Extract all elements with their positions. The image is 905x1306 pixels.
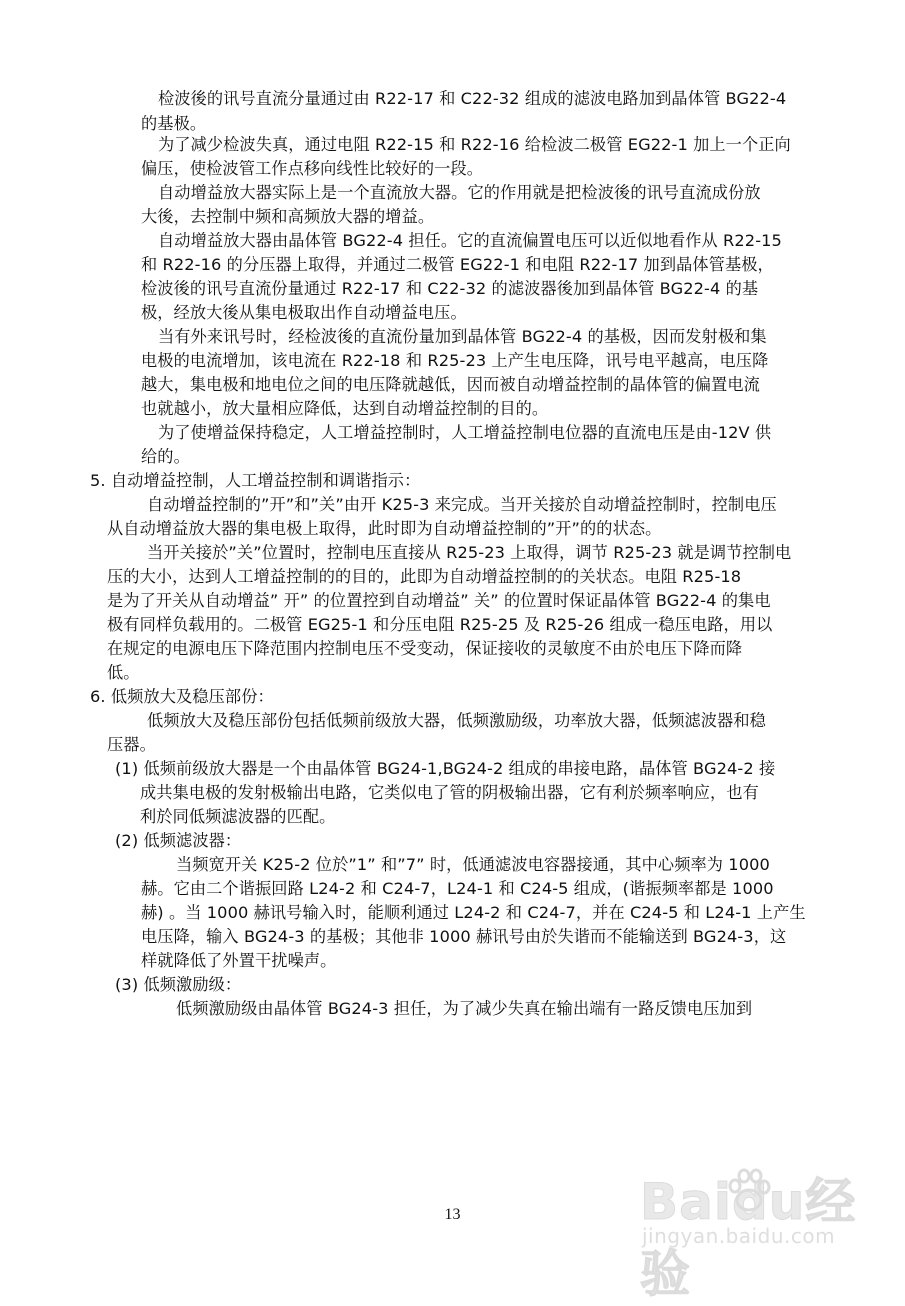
text-line: 当频宽开关 K25-2 位於”1” 和”7” 时，低通滤波电容器接通，其中心频率为 1000 (176, 855, 770, 874)
text-line: 压的大小，达到人工增益控制的的目的，此即为自动增益控制的的关状态。电阻 R25-18 (107, 567, 742, 586)
text-line: 和 R22-16 的分压器上取得，并通过二极管 EG22-1 和电阻 R22-17 加到晶体管基极， (141, 255, 774, 274)
text-line: 从自动增益放大器的集电极上取得，此时即为自动增益控制的”开”的的状态。 (107, 519, 662, 538)
text-line: 的基极。 (141, 114, 207, 133)
text-line: 样就降低了外置干扰噪声。 (141, 951, 337, 970)
section-heading: 6. 低频放大及稳压部份： (90, 687, 274, 706)
text-line: 是为了开关从自动增益” 开” 的位置控到自动增益” 关” 的位置时保证晶体管 BG22-4 的集电 (107, 591, 771, 610)
text-line: 检波後的讯号直流份量通过 R22-17 和 C22-32 的滤波器後加到晶体管 BG22-4 的基 (141, 279, 759, 298)
paw-icon (726, 1166, 772, 1216)
text-line: 在规定的电源电压下降范围内控制电压不受变动，保证接收的灵敏度不由於电压下降而降 (107, 639, 743, 658)
text-line: 自动增益放大器由晶体管 BG22-4 担任。它的直流偏置电压可以近似地看作从 R22-15 (158, 231, 782, 250)
text-line: 赫) 。当 1000 赫讯号输入时，能顺利通过 L24-2 和 C24-7，并在 C24-5 和 L24-1 上产生 (141, 903, 806, 922)
text-line: 极有同样负载用的。二极管 EG25-1 和分压电阻 R25-25 及 R25-26 组成一稳压电路，用以 (107, 615, 773, 634)
text-line: 为了使增益保持稳定，人工增益控制时，人工增益控制电位器的直流电压是由-12V 供 (158, 423, 772, 442)
text-line: 给的。 (141, 447, 190, 466)
text-line: 低频放大及稳压部份包括低频前级放大器，低频激励级，功率放大器，低频滤波器和稳 (147, 711, 766, 730)
baidu-jingyan-watermark (640, 1160, 890, 1303)
text-line: 低频激励级由晶体管 BG24-3 担任，为了减少失真在输出端有一路反馈电压加到 (176, 999, 753, 1018)
list-item: (2) 低频滤波器： (115, 831, 242, 850)
watermark-brand: Baidu经验 (640, 1173, 857, 1303)
text-line: 自动增益控制的”开”和”关”由开 K25-3 来完成。当开关接於自动增益控制时，控制电压 (147, 495, 777, 514)
text-line: 成共集电极的发射极输出电路，它类似电了管的阴极输出器，它有利於频率响应，也有 (140, 783, 759, 802)
text-line: 偏压，使检波管工作点移向线性比较好的一段。 (141, 159, 484, 178)
text-line: 电压降，输入 BG24-3 的基极；其他非 1000 赫讯号由於失谐而不能输送到 BG24-3，这 (141, 927, 787, 946)
text-line: 自动增益放大器实际上是一个直流放大器。它的作用就是把检波後的讯号直流成份放 (158, 183, 761, 202)
list-item: (3) 低频激励级： (115, 975, 242, 994)
watermark-url: jingyan.baidu.com (642, 1224, 836, 1248)
text-line: 极，经放大後从集电极取出作自动增益电压。 (141, 303, 467, 322)
text-line: 检波後的讯号直流分量通过由 R22-17 和 C22-32 组成的滤波电路加到晶体管 BG22-4 (158, 89, 787, 108)
text-line: 电极的电流增加，该电流在 R22-18 和 R25-23 上产生电压降，讯号电平越高，电压降 (141, 351, 769, 370)
text-line: 利於同低频滤波器的匹配。 (140, 807, 336, 826)
text-line: 越大，集电极和地电位之间的电压降就越低，因而被自动增益控制的晶体管的偏置电流 (141, 375, 760, 394)
section-heading: 5. 自动增益控制，人工增益控制和调谐指示： (90, 471, 421, 490)
text-line: 也就越小，放大量相应降低，达到自动增益控制的目的。 (141, 399, 549, 418)
text-line: 赫。它由二个谐振回路 L24-2 和 C24-7，L24-1 和 C24-5 组成，(谐振频率都是 1000 (141, 879, 774, 898)
text-line: 当开关接於”关”位置时，控制电压直接从 R25-23 上取得，调节 R25-23 就是调节控制电 (147, 543, 792, 562)
text-line: 大後，去控制中频和高频放大器的增益。 (141, 207, 435, 226)
page-number: 13 (444, 1206, 461, 1223)
text-line: 低。 (107, 663, 140, 682)
text-line: 压器。 (107, 735, 156, 754)
text-line: 为了减少检波失真，通过电阻 R22-15 和 R22-16 给检波二极管 EG22-1 加上一个正向 (158, 135, 791, 154)
text-line: 当有外来讯号时，经检波後的直流份量加到晶体管 BG22-4 的基极，因而发射极和集 (158, 327, 767, 346)
list-item: (1) 低频前级放大器是一个由晶体管 BG24-1,BG24-2 组成的串接电路，晶体管 BG24-2 接 (115, 759, 776, 778)
